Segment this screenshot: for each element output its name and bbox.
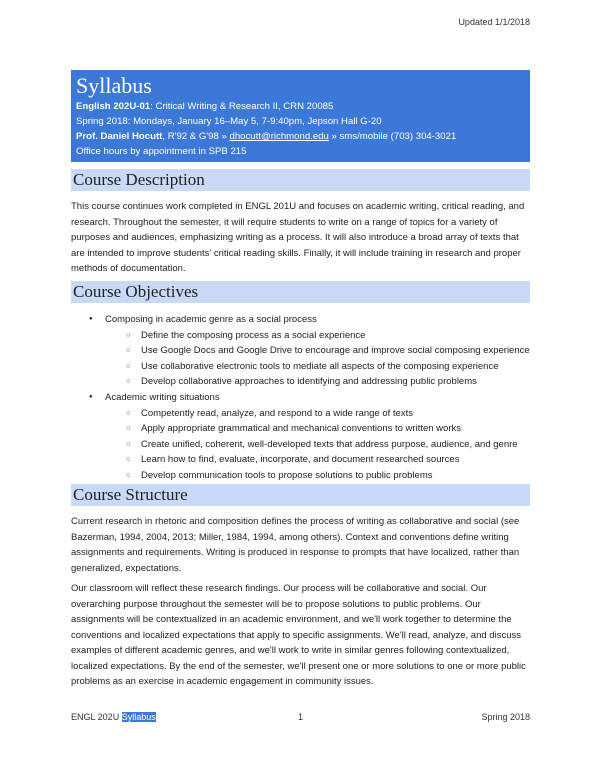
schedule-line: Spring 2018: Mondays, January 16–May 5, 7-9:40pm, Jepson Hall G-20 bbox=[76, 116, 382, 127]
course-structure-text bbox=[71, 514, 530, 690]
page-number: 1 bbox=[297, 712, 303, 722]
objectives-list bbox=[71, 312, 530, 484]
course-description-text bbox=[71, 199, 530, 277]
professor-email-link[interactable]: dhocutt@richmond.edu bbox=[229, 131, 329, 142]
footer-course-code: ENGL 202U bbox=[71, 712, 120, 722]
objective-item: ○ Use Google Docs and Google Drive to encourage and improve social composing experience bbox=[71, 343, 530, 359]
course-description-heading: Course Description bbox=[71, 169, 530, 191]
course-description-paragraph: This course continues work completed in ENGL 201U and focuses on academic writing, critical reading, and research. Throughout the semester, it will require students to write on a range of topics for a variety of purposes and audiences, emphasizing writing as a process. It will also introduce a broad array of texts that are intended to improve students' critical reading skills. Finally, it will include training in research and proper methods of documentation. bbox=[71, 201, 525, 274]
objective-item: ○ Apply appropriate grammatical and mechanical conventions to written works bbox=[71, 421, 530, 437]
updated-date: Updated 1/1/2018 bbox=[458, 17, 530, 27]
course-name: : Critical Writing & Research II, CRN 20085 bbox=[150, 101, 334, 112]
structure-paragraph-1: Current research in rhetoric and composition defines the process of writing as collaborative and social (see Bazerman, 1994, 2004, 2013; Miller, 1984, 1994, among others). Context and conventions define writing assignments and requirements. Writing is produced in response to prompts that have localized, rather than generalized, expectations. bbox=[71, 516, 520, 574]
objective-item: ○ Competently read, analyze, and respond to a wide range of texts bbox=[71, 406, 530, 422]
footer-term: Spring 2018 bbox=[481, 712, 530, 722]
professor-line bbox=[76, 129, 525, 144]
professor-phone: » sms/mobile (703) 304-3021 bbox=[328, 131, 457, 142]
objective-item: ○ Learn how to find, evaluate, incorporate, and document researched sources bbox=[71, 452, 530, 468]
course-objectives-heading: Course Objectives bbox=[71, 281, 530, 303]
objective-group-2: ● Academic writing situations bbox=[71, 390, 530, 406]
objective-item: ○ Define the composing process as a social experience bbox=[71, 328, 530, 344]
objective-item: ○ Use collaborative electronic tools to mediate all aspects of the composing experience bbox=[71, 359, 530, 375]
footer-syllabus-highlight: Syllabus bbox=[121, 712, 156, 722]
course-structure-heading: Course Structure bbox=[71, 484, 530, 506]
professor-name: Prof. Daniel Hocutt bbox=[76, 131, 163, 142]
course-code: English 202U-01 bbox=[76, 101, 151, 112]
professor-years: , R'92 & G'98 » bbox=[162, 131, 230, 142]
course-line bbox=[76, 99, 525, 114]
objective-item: ○ Develop collaborative approaches to identifying and addressing public problems bbox=[71, 374, 530, 390]
objective-group-1: ● Composing in academic genre as a social process bbox=[71, 312, 530, 328]
office-hours: Office hours by appointment in SPB 215 bbox=[76, 146, 247, 157]
syllabus-banner bbox=[71, 70, 530, 162]
page-title: Syllabus bbox=[76, 73, 152, 98]
objective-item: ○ Create unified, coherent, well-developed texts that address purpose, audience, and genre bbox=[71, 437, 530, 453]
structure-paragraph-2: Our classroom will reflect these research findings. Our process will be collaborative and social. Our overarching purpose throughout the semester will be to propose solutions to public problems. Our assignments will be contextualized in an academic environment, and we'll work together to determine the conventions and localized expectations that apply to specific assignments. We'll read, analyze, and discuss examples of different academic genres, and we'll work to write in similar genres following contextualized, localized expectations. By the end of the semester, we'll present one or more solutions to one or more public problems as an exercise in academic engagement in community issues. bbox=[71, 583, 526, 687]
objective-item: ○ Develop communication tools to propose solutions to public problems bbox=[71, 468, 530, 484]
